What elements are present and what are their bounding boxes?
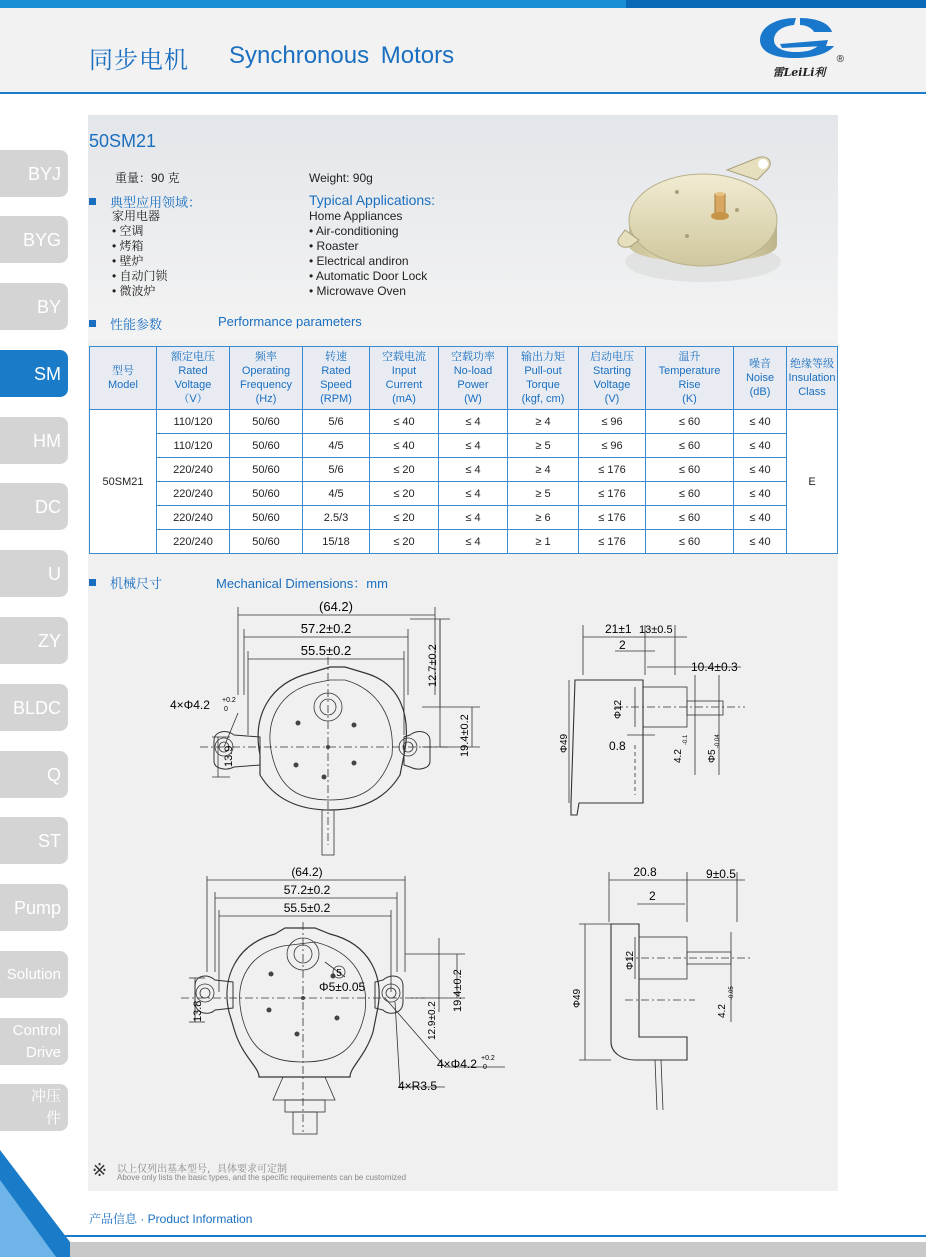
table-cell: ≤ 176: [579, 530, 646, 554]
table-header-row: [90, 347, 838, 410]
col-torque: 输出力矩 Pull-out Torque (kgf, cm): [508, 347, 579, 410]
list-item: • Electrical andiron: [309, 254, 409, 268]
logo-text: 雷LeiLi利: [772, 66, 826, 79]
list-item: Home Appliances: [309, 209, 403, 223]
table-cell: ≤ 176: [579, 482, 646, 506]
table-cell: 50/60: [230, 410, 303, 434]
table-cell: ≤ 4: [439, 482, 508, 506]
table-cell: ≤ 20: [370, 458, 439, 482]
sidebar-item-label: HM: [33, 430, 61, 451]
dim-label: Φ49: [572, 988, 583, 1008]
table-cell: ≤ 20: [370, 506, 439, 530]
table-cell: ≥ 5: [508, 482, 579, 506]
mechanical-head-cn-text: 机械尺寸: [110, 576, 163, 591]
table-cell: ≤ 20: [370, 482, 439, 506]
sidebar-item-hm[interactable]: [0, 417, 68, 464]
table-row: [90, 482, 838, 506]
motor-photo: [617, 150, 789, 285]
front-view-drawing-2: [175, 862, 520, 1142]
sidebar-item-control-drive[interactable]: [0, 1018, 68, 1065]
footnote-en: Above only lists the basic types, and the specific requirements can be customized: [117, 1173, 407, 1182]
dim-label: 12.7±0.2: [427, 644, 439, 687]
dim-label: Φ5: [707, 749, 718, 763]
dim-tolerance: -0.05: [729, 986, 735, 1000]
dim-label: 9±0.5: [706, 867, 736, 881]
dim-tolerance: 0: [224, 706, 228, 713]
table-cell: ≤ 176: [579, 506, 646, 530]
applications-head-cn-text: 典型应用领域：: [110, 195, 202, 210]
table-cell: 220/240: [157, 482, 230, 506]
table-cell: 110/120: [157, 434, 230, 458]
sidebar-item-label: BLDC: [12, 697, 61, 718]
table-cell: 50/60: [230, 434, 303, 458]
footer-title: 产品信息 · Product Information: [89, 1212, 253, 1226]
front-view-drawing-1: [160, 595, 490, 860]
sidebar-item-label: BY: [36, 296, 61, 317]
table-cell: ≤ 60: [646, 410, 734, 434]
dim-label: 20.8: [633, 865, 657, 879]
side-view-drawing-2: [565, 862, 755, 1117]
table-cell: 4/5: [303, 482, 370, 506]
sidebar-item-byg[interactable]: [0, 216, 68, 263]
sidebar-item-label: Q: [46, 764, 61, 785]
bullet-square-icon: [89, 320, 96, 327]
sidebar-item-bldc[interactable]: [0, 684, 68, 731]
sidebar-item-label: ST: [37, 830, 61, 851]
table-cell: 5/6: [303, 410, 370, 434]
table-cell: ≤ 60: [646, 506, 734, 530]
dim-label: 2: [649, 889, 656, 903]
list-item: • 自动门锁: [112, 269, 168, 283]
col-starting-voltage: 启动电压 Starting Voltage (V): [579, 347, 646, 410]
table-cell: ≤ 20: [370, 530, 439, 554]
table-cell: 15/18: [303, 530, 370, 554]
col-temperature-rise: 温升 Temperature Rise (K): [646, 347, 734, 410]
dim-tolerance: +0.2: [222, 697, 236, 704]
dim-label: 4×Φ4.2: [437, 1057, 477, 1071]
dim-label: Φ5±0.05: [319, 980, 366, 994]
table-cell: ≤ 40: [734, 530, 787, 554]
reference-mark-icon: ※: [92, 1160, 108, 1180]
table-cell: ≤ 4: [439, 458, 508, 482]
table-cell: 220/240: [157, 506, 230, 530]
table-cell: 50/60: [230, 458, 303, 482]
dim-label: 12.9±0.2: [427, 1001, 438, 1040]
col-noload-power: 空载功率 No-load Power (W): [439, 347, 508, 410]
registered-mark: ®: [836, 54, 844, 65]
sidebar-item-label: Control Drive: [12, 1021, 61, 1061]
sidebar-item-solution[interactable]: [0, 951, 68, 998]
list-item: • 壁炉: [112, 254, 144, 268]
list-item: • Air-conditioning: [309, 224, 399, 238]
sidebar-item-q[interactable]: [0, 751, 68, 798]
applications-list-cn: [112, 209, 168, 299]
footer-bar: [60, 1242, 926, 1257]
table-cell: ≤ 4: [439, 434, 508, 458]
weight-cn: 重量：90 克: [115, 171, 180, 185]
dim-label: 21±1: [605, 622, 632, 636]
dim-label: 2: [619, 638, 626, 652]
sidebar-item-st[interactable]: [0, 817, 68, 864]
sidebar-item-label: SM: [34, 363, 61, 384]
table-cell: ≤ 40: [734, 410, 787, 434]
dim-label: 57.2±0.2: [283, 883, 331, 897]
table-cell: 50/60: [230, 482, 303, 506]
bullet-square-icon: [89, 579, 96, 586]
table-cell: ≥ 5: [508, 434, 579, 458]
dim-label: 55.5±0.2: [300, 643, 352, 658]
table-cell: ≤ 40: [734, 434, 787, 458]
table-cell: ≤ 4: [439, 530, 508, 554]
dim-label: Φ12: [625, 950, 636, 970]
table-cell: ≤ 60: [646, 458, 734, 482]
dim-tolerance: 0: [483, 1064, 487, 1071]
bullet-square-icon: [89, 198, 96, 205]
side-view-drawing-1: [555, 615, 755, 835]
table-cell: ≤ 176: [579, 458, 646, 482]
dim-label: 13.8: [192, 1000, 204, 1022]
footnote-cn: 以上仅列出基本型号，具体要求可定制: [117, 1164, 287, 1175]
dim-label: 13±0.5: [639, 624, 673, 636]
sidebar-item-label: Solution: [6, 965, 61, 983]
col-insulation: 绝缘等级 Insulation Class: [787, 347, 838, 410]
sidebar-item-zy[interactable]: [0, 617, 68, 664]
table-cell: 110/120: [157, 410, 230, 434]
dim-label: 19.4±0.2: [452, 969, 464, 1012]
sidebar-item-label: 冲压件: [31, 1087, 62, 1127]
dim-label: 4.2: [673, 749, 684, 763]
table-cell: ≤ 40: [734, 482, 787, 506]
table-row: [90, 410, 838, 434]
table-cell: 50/60: [230, 530, 303, 554]
table-cell: 5/6: [303, 458, 370, 482]
performance-head-cn-text: 性能参数: [110, 317, 163, 332]
col-rated-voltage: 额定电压 Rated Voltage （V）: [157, 347, 230, 410]
table-row: [90, 530, 838, 554]
table-cell: 4/5: [303, 434, 370, 458]
sidebar-item-sm[interactable]: [0, 350, 68, 397]
dim-tolerance: +0.2: [481, 1055, 495, 1062]
header-divider: [0, 92, 926, 94]
dim-label: Φ49: [559, 733, 570, 753]
table-cell: ≤ 96: [579, 410, 646, 434]
sidebar-item-label: U: [48, 563, 61, 584]
list-item: • 烤箱: [112, 239, 144, 253]
col-noise: 噪音 Noise (dB): [734, 347, 787, 410]
applications-head-en: Typical Applications:: [309, 192, 436, 208]
table-cell: ≤ 40: [734, 506, 787, 530]
dim-label: 4.2: [717, 1004, 728, 1018]
dim-tolerance: -0.1: [683, 734, 689, 745]
list-item: • Microwave Oven: [309, 284, 406, 298]
model-title: 50SM21: [89, 131, 157, 151]
list-item: • Roaster: [309, 239, 359, 253]
list-item: 家用电器: [112, 209, 161, 223]
table-row: [90, 458, 838, 482]
dim-label: 4×Φ4.2: [170, 698, 210, 712]
page-title-en: Synchronous Motors: [229, 42, 455, 69]
mechanical-head-cn: [89, 573, 162, 592]
dim-label: 4×R3.5: [398, 1079, 438, 1093]
table-row: [90, 434, 838, 458]
table-cell: ≤ 60: [646, 482, 734, 506]
sidebar-item-pump[interactable]: [0, 884, 68, 931]
page-title-cn: 同步电机: [89, 47, 189, 74]
top-accent-bar: [0, 0, 926, 8]
list-item: • 微波炉: [112, 284, 156, 298]
sidebar-item-byj[interactable]: [0, 150, 68, 197]
dim-label: 13.9: [223, 745, 235, 767]
sidebar-item-label: BYJ: [27, 163, 61, 184]
dim-label: 10.4±0.3: [691, 660, 738, 674]
sidebar-item-label: ZY: [37, 630, 61, 651]
dim-label: (64.2): [319, 599, 353, 614]
table-cell: ≤ 60: [646, 434, 734, 458]
sidebar-item-u[interactable]: [0, 550, 68, 597]
sidebar-item-label: Pump: [13, 897, 61, 918]
performance-head-cn: [89, 314, 162, 333]
footer-divider: [60, 1235, 926, 1237]
table-cell: ≤ 4: [439, 506, 508, 530]
brand-logo: [756, 14, 842, 86]
table-cell: ≤ 60: [646, 530, 734, 554]
dim-label: 57.2±0.2: [300, 621, 352, 636]
table-cell: 220/240: [157, 458, 230, 482]
table-cell: ≥ 4: [508, 458, 579, 482]
dim-label: 19.4±0.2: [459, 714, 471, 757]
list-item: • Automatic Door Lock: [309, 269, 428, 283]
mechanical-head-en: Mechanical Dimensions：mm: [216, 576, 388, 591]
table-cell: ≤ 96: [579, 434, 646, 458]
dim-label: 0.8: [609, 739, 626, 753]
table-cell: ≤ 40: [734, 458, 787, 482]
sidebar-item-dc[interactable]: [0, 483, 68, 530]
dim-label: (64.2): [291, 865, 323, 879]
col-frequency: 频率 Operating Frequency (Hz): [230, 347, 303, 410]
sidebar-item-by[interactable]: [0, 283, 68, 330]
applications-list-en: [309, 209, 427, 299]
table-cell: ≥ 4: [508, 410, 579, 434]
logo-swoosh-icon: [756, 14, 842, 64]
table-cell: ≤ 40: [370, 434, 439, 458]
col-input-current: 空载电流 Input Current (mA): [370, 347, 439, 410]
weight-en: Weight: 90g: [309, 171, 373, 185]
table-cell: ≤ 40: [370, 410, 439, 434]
table-cell: ≤ 4: [439, 410, 508, 434]
sidebar-item-label: DC: [35, 496, 61, 517]
col-model: 型号 Model: [90, 347, 157, 410]
dim-label: Φ12: [613, 699, 624, 719]
col-speed: 转速 Rated Speed (RPM): [303, 347, 370, 410]
list-item: • 空调: [112, 224, 144, 238]
sidebar-item-stamping[interactable]: [0, 1084, 68, 1131]
sidebar-item-label: BYG: [22, 229, 61, 250]
dim-label: 55.5±0.2: [283, 901, 331, 915]
corner-decoration: [0, 1150, 70, 1257]
table-cell: ≥ 6: [508, 506, 579, 530]
performance-table: [89, 346, 838, 554]
callout-number: 5: [336, 968, 342, 979]
performance-head-en: Performance parameters: [218, 314, 362, 329]
model-cell: 50SM21: [90, 410, 157, 554]
table-cell: 2.5/3: [303, 506, 370, 530]
table-cell: 220/240: [157, 530, 230, 554]
dim-tolerance: -0.04: [715, 734, 721, 748]
table-cell: ≥ 1: [508, 530, 579, 554]
table-cell: 50/60: [230, 506, 303, 530]
insulation-cell: E: [787, 410, 838, 554]
table-row: [90, 506, 838, 530]
